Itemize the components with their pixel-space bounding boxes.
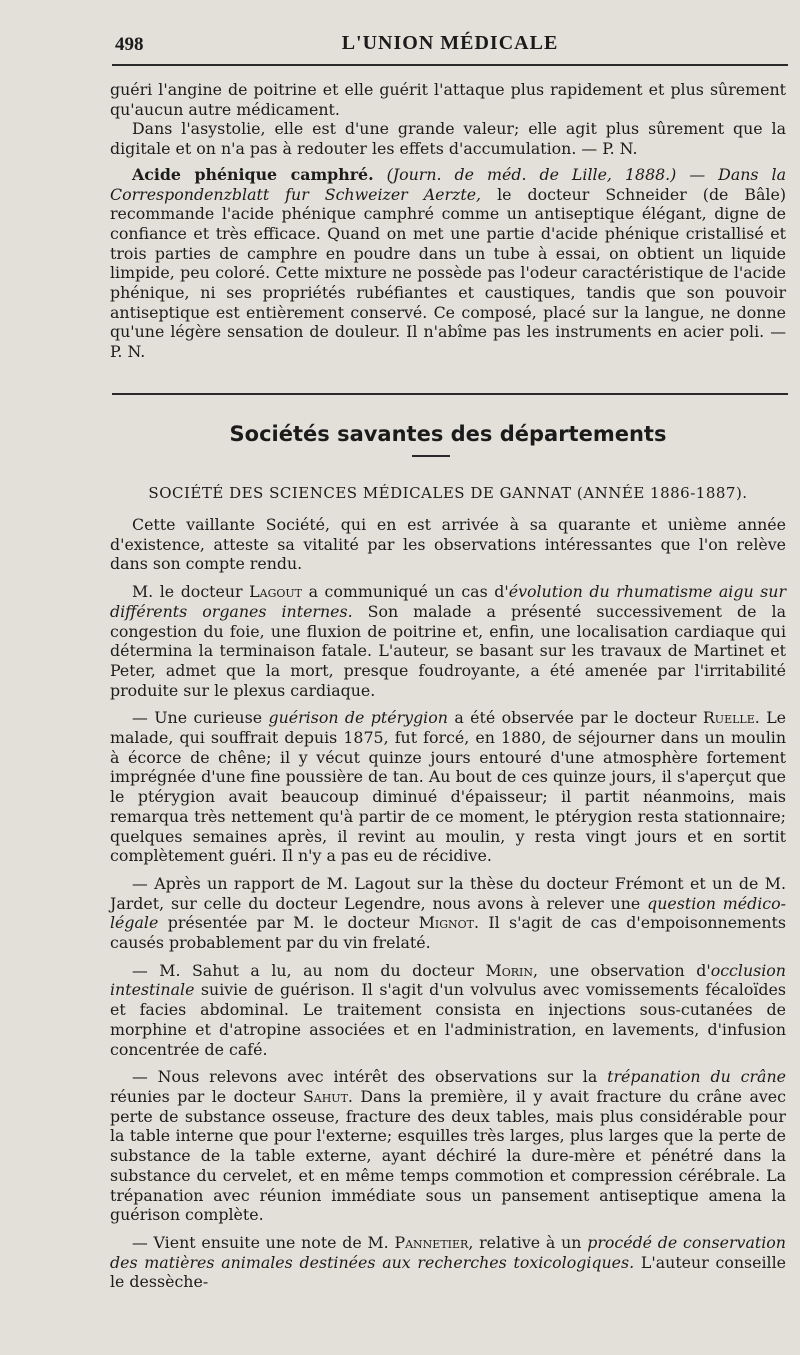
paragraph: — Nous relevons avec intérêt des observations sur la trépanation du crâne réunies par le docteur Sahut. Dans la première, il y avait fracture du crâne avec perte de substance osseuse, fracture des deux tables, mais plus considérable pour la table interne que pour l'externe; esquilles très larges, plus larges que la perte de substance de la table externe, ayant déchiré la dure-mère et pénétré dans la substance du cervelet, et en même temps commotion et compression cérébrale. La trépanation avec réunion immédiate sous un pansement antiseptique amena la guérison complète. xyxy=(110,1067,786,1225)
paragraph: — Après un rapport de M. Lagout sur la thèse du docteur Frémont et un de M. Jardet, sur celle du docteur Legendre, nous avons à relever une question médico-légale présentée par M. le docteur Mignot. Il s'agit de cas d'empoisonnements causés probablement par du vin frelaté. xyxy=(110,873,787,953)
paragraph: Dans l'asystolie, elle est d'une grande valeur; elle agit plus sûrement que la digitale et on n'a pas à redouter les effets d'accumulation. — P. N. xyxy=(110,119,786,159)
title-underline xyxy=(412,455,450,457)
article-heading: Acide phénique camphré. xyxy=(132,164,374,184)
section-societies xyxy=(110,515,786,1292)
running-title: L'UNION MÉDICALE xyxy=(341,32,559,54)
page-number: 498 xyxy=(115,34,144,55)
paragraph: guéri l'angine de poitrine et elle guérit l'attaque plus rapidement et plus sûrement qu'aucun autre médicament. xyxy=(110,80,786,119)
citation: (Journ. de méd. de Lille, 1888.) — Dans la Correspondenzblatt fur Schweizer Aerzte, xyxy=(110,164,787,204)
paragraph: — Vient ensuite une note de M. Pannetier, relative à un procédé de conservation des matières animales destinées aux recherches toxicologiques. L'auteur conseille le dessèche- xyxy=(110,1232,786,1292)
paragraph: — Une curieuse guérison de ptérygion a été observée par le docteur Ruelle. Le malade, qui souffrait depuis 1875, fut forcé, en 1880, de séjourner dans un moulin à écorce de chêne; il y vécut quinze jours entouré d'une atmosphère fortement imprégnée d'une fine poussière de tan. Au bout de ces quinze jours, il s'aperçut que le ptérygion avait beaucoup diminué d'épaisseur; il partit néanmoins, mais remarqua très nettement qu'à partir de ce moment, le ptérygion resta stationnaire; quelques semaines après, il revint au moulin, y resta vingt jours et en sortit complètement guéri. Il n'y a pas eu de récidive. xyxy=(110,708,787,866)
section-title: Sociétés savantes des départements xyxy=(229,422,667,446)
author-name: Pannetier, xyxy=(394,1232,474,1252)
section-therapeutics xyxy=(110,80,786,362)
paragraph-body: le docteur Schneider (de Bâle) recommande l'acide phénique camphré comme un antiseptique élégant, digne de confiance et très efficace. Quand on met une partie d'acide phénique cristallisé et trois parties de camphre en poudre dans un tube à essai, on obtient un liquide limpide, peu coloré. Cette mixture ne possède pas l'odeur caractéristique de l'acide phénique, ni ses propriétés rubéfiantes et caustiques, tandis que son pouvoir antiseptique est entièrement conservé. Ce composé, placé sur la langue, ne donne qu'une légère sensation de douleur. Il n'abîme pas les instruments en acier poli. — P. N. xyxy=(110,184,786,362)
author-name: Mignot. xyxy=(418,913,480,933)
author-name: Lagout xyxy=(249,582,303,602)
society-heading: SOCIÉTÉ DES SCIENCES MÉDICALES DE GANNAT (ANNÉE 1886-1887). xyxy=(148,484,748,502)
author-name: Ruelle. xyxy=(702,708,760,728)
paragraph: — M. Sahut a lu, au nom du docteur Morin, une observation d'occlusion intestinale suivie de guérison. Il s'agit d'un volvulus avec vomissements fécaloïdes et facies abdominal. Le traitement consista en injections sous-cutanées de morphine et d'atropine associées et en l'administration, en lavements, d'infusion concentrée de café. xyxy=(110,960,786,1059)
header-rule xyxy=(112,64,788,66)
paragraph: Cette vaillante Société, qui en est arrivée à sa quarante et unième année d'existence, atteste sa vitalité par les observations intéressantes que l'on relève dans son compte rendu. xyxy=(110,515,786,574)
author-name: Sahut. xyxy=(302,1086,353,1106)
paragraph: M. le docteur Lagout a communiqué un cas d'évolution du rhumatisme aigu sur différents organes internes. Son malade a présenté successivement de la congestion du foie, une fluxion de poitrine et, enfin, une localisation cardiaque qui détermina la terminaison fatale. L'auteur, se basant sur les travaux de Martinet et Peter, admet que la mort, presque foudroyante, a été amenée par l'irritabilité produite sur le plexus cardiaque. xyxy=(110,582,787,700)
paragraph-acide-phenique xyxy=(110,165,786,362)
running-header xyxy=(115,28,785,60)
author-name: Morin, xyxy=(485,960,538,980)
section-divider xyxy=(112,393,788,395)
